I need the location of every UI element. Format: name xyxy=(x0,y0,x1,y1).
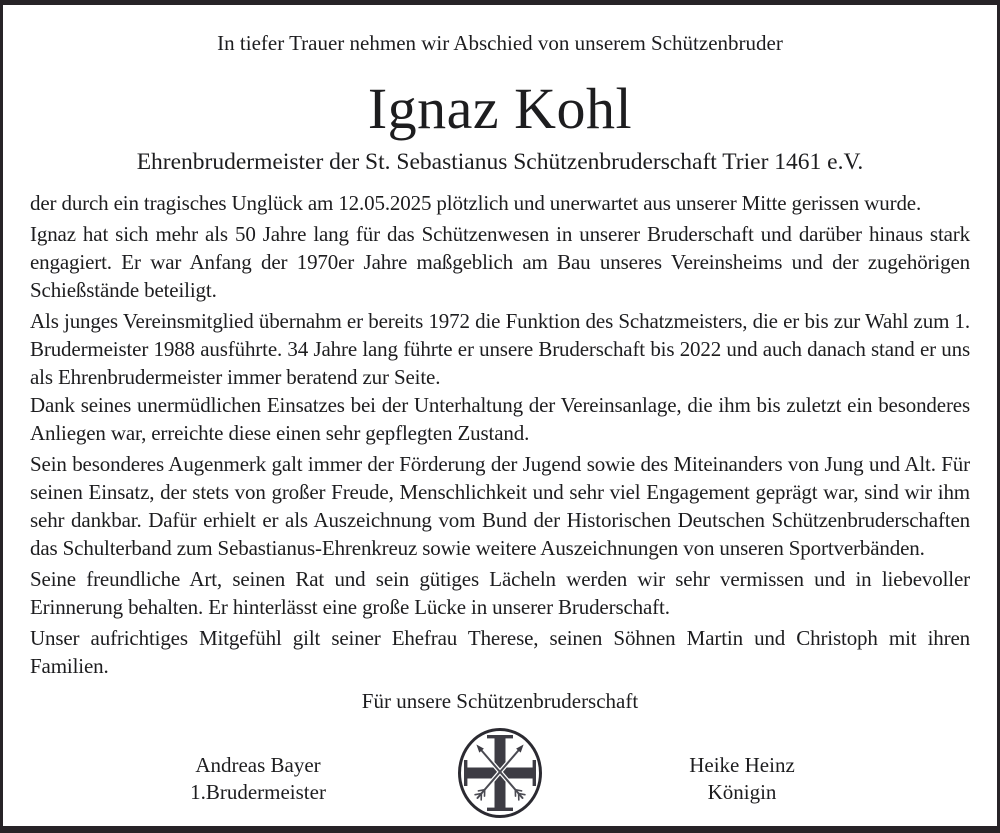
obituary-body xyxy=(30,189,970,680)
signature-left xyxy=(190,752,326,806)
deceased-name: Ignaz Kohl xyxy=(367,76,633,141)
signature-right-role: Königin xyxy=(707,780,777,804)
deceased-title: Ehrenbrudermeister der St. Sebastianus Schützenbruderschaft Trier 1461 e.V. xyxy=(136,149,864,175)
paragraph: Als junges Vereinsmitglied übernahm er bereits 1972 die Funktion des Schatzmeisters, die er bis zur Wahl zum 1. Brudermeister 1988 ausführte. 34 Jahre lang führte er unsere Bruderschaft bis 2022 und auch danach stand er uns als Ehrenbrudermeister immer beratend zur Seite. xyxy=(30,309,970,389)
paragraph: Seine freundliche Art, seinen Rat und sein gütiges Lächeln werden wir sehr vermissen und in liebevoller Erinnerung behalten. Er hinterlässt eine große Lücke in unserer Bruderschaft. xyxy=(30,567,970,619)
paragraph: Dank seines unermüdlichen Einsatzes bei der Unterhaltung der Vereinsanlage, die ihm bis zuletzt ein besonderes Anliegen war, erreichte diese einen sehr gepflegten Zustand. xyxy=(30,393,970,445)
paragraph: der durch ein tragisches Unglück am 12.05.2025 plötzlich und unerwartet aus unserer Mitte gerissen wurde. xyxy=(30,191,922,215)
paragraph: Unser aufrichtiges Mitgefühl gilt seiner Ehefrau Therese, seinen Söhnen Martin und Christoph mit ihren Familien. xyxy=(30,626,970,678)
signature-left-role: 1.Brudermeister xyxy=(190,780,326,804)
closing-line: Für unsere Schützenbruderschaft xyxy=(361,689,639,713)
paragraph: Sein besonderes Augenmerk galt immer der Förderung der Jugend sowie des Miteinanders von Jung und Alt. Für seinen Einsatz, der stets von großer Freude, Menschlichkeit und sehr viel Engagement geprägt war, sind wir ihm sehr dankbar. Dafür erhielt er als Auszeichnung vom Bund der Historischen Deutschen Schützenbruderschaften das Schulterband zum Sebastianus-Ehrenkreuz sowie weitere Auszeichnungen von unseren Sportverbänden. xyxy=(30,452,970,560)
sebastianus-cross-arrows-icon xyxy=(457,727,543,819)
signature-right xyxy=(689,752,795,806)
signature-right-name: Heike Heinz xyxy=(689,753,795,777)
signature-left-name: Andreas Bayer xyxy=(195,753,321,777)
intro-line: In tiefer Trauer nehmen wir Abschied von unserem Schützenbruder xyxy=(217,31,783,55)
paragraph: Ignaz hat sich mehr als 50 Jahre lang für das Schützenwesen in unserer Bruderschaft und darüber hinaus stark engagiert. Er war Anfang der 1970er Jahre maßgeblich am Bau unseres Vereinsheims und der zugehörigen Schießstände beteiligt. xyxy=(30,222,970,302)
